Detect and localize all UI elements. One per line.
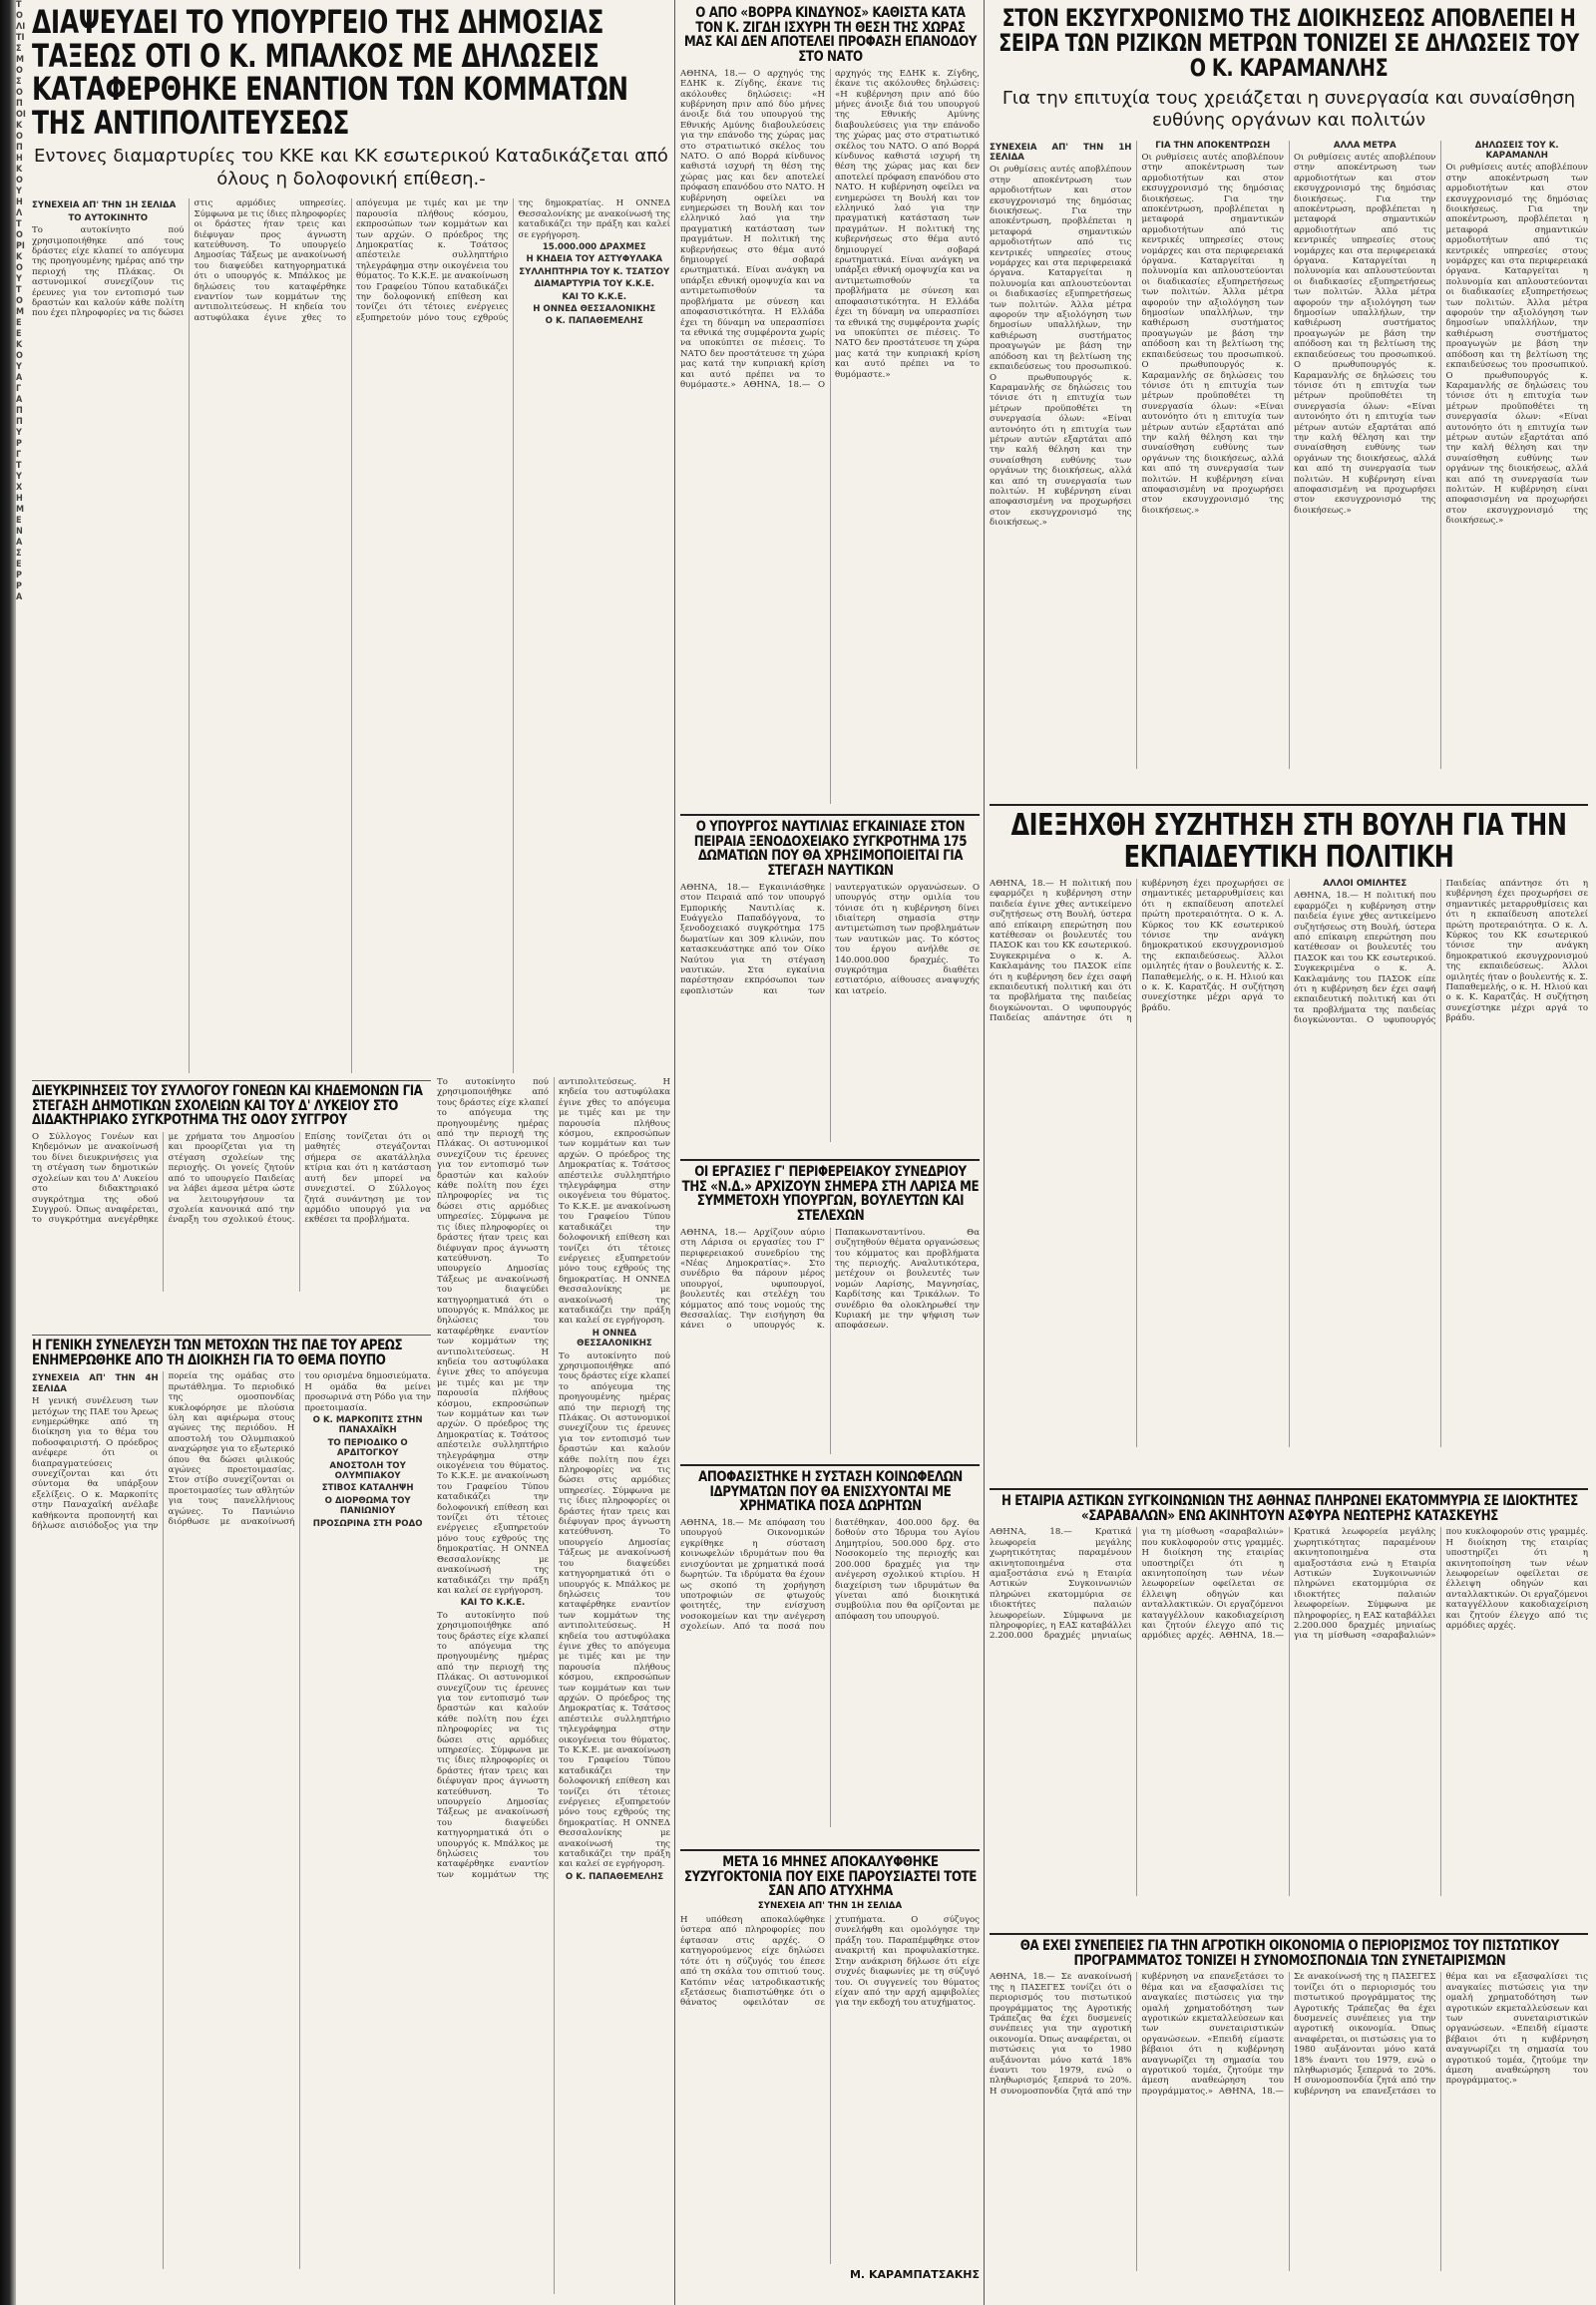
article-idrymata	[680, 1460, 980, 1839]
subhead-tajeos-7: Η ΟΝΝΕΔ ΘΕΣΣΑΛΟΝΙΚΗΣ	[533, 304, 656, 315]
article-vouli	[990, 800, 1588, 1478]
left-clipped-column: ΤΟΛΙΤΙΣΜΟΣ ΟΠΟΙ ΚΟΠΗ ΚΟΥ ΗΛ ΤΟΡΙΚΟΥ ΤΟΜΕ ΕΚΟΥ ΑΓΑΠ ΠΥΡΓ ΤΥΧΗ ΜΕΝΑ ΣΕΡΡΑ	[16, 0, 26, 602]
body-text-tajeos-c: Το αυτοκίνητο πού χρησιμοποιήθηκε από τους δράστες είχε κλαπεί το απόγευμα της προηγουμένης ημέρας από την περιοχή της Πλάκας. Οι αστυνομικοί συνεχίζουν τις έρευνες για τον εντοπισμό των δραστών και καλούν κάθε πολίτη που έχει πληροφορίες να τις δώσει στις αρμόδιες υπηρεσίες. Σύμφωνα με τις ίδιες πληροφορίες οι δράστες ήταν τρεις και διέφυγαν προς άγνωστη κατεύθυνση. Το υπουργείο Δημοσίας Τάξεως με ανακοίνωσή του διαψεύδει κατηγορηματικά ότι ο υπουργός κ. Μπάλκος με δηλώσεις του καταφέρθηκε εναντίον των κομμάτων της αντιπολιτεύσεως. Η κηδεία του αστυφύλακα έγινε χθες το απόγευμα με τιμές και με την παρουσία πλήθους κόσμου, εκπροσώπων των κομμάτων και των αρχών. Ο πρόεδρος της Δημοκρατίας κ. Τσάτσος απέστειλε συλληπτήριο τηλεγράφημα στην οικογένεια του θύματος. Το Κ.Κ.Ε. με ανακοίνωση του Γραφείου Τύπου καταδικάζει την δολοφονική επίθεση και τονίζει ότι τέτοιες ενέργειες εξυπηρετούν μόνο τους εχθρούς της δημοκρατίας. Η ΟΝΝΕΔ Θεσσαλονίκης με ανακοίνωσή της καταδικάζει την πράξη και καλεί σε εγρήγορση.	[437, 1077, 670, 1880]
column-divider-2	[984, 0, 985, 2305]
body-text-vouli: ΑΘΗΝΑ, 18.— Η πολιτική που εφαρμόζει η κυβέρνηση στην παιδεία έγινε χθες αντικείμενο συζητήσεως στη Βουλή, ύστερα από επίκαιρη επερώτηση που κατέθεσαν οι βουλευτές του ΠΑΣΟΚ και του ΚΚ εσωτερικού. Συγκεκριμένα ο κ. Α. Κακλαμάνης του ΠΑΣΟΚ είπε ότι η κυβέρνηση δεν έχει σαφή εκπαιδευτική πολιτική και ότι τα προβλήματα της παιδείας διογκώνονται. Ο υφυπουργός Παιδείας απάντησε ότι η κυβέρνηση έχει προχωρήσει σε σημαντικές μεταρρυθμίσεις και ότι η εκπαίδευση αποτελεί πρώτη προτεραιότητα. Ο κ. Λ. Κύρκος του ΚΚ εσωτερικού τόνισε την ανάγκη δημοκρατικού εκσυγχρονισμού της εκπαιδεύσεως. Άλλοι ομιλητές ήταν ο βουλευτής κ. Σ. Παπαθεμελής, ο κ. Η. Ηλιού και ο κ. Κ. Καρατζάς. Η συζήτηση συνεχίστηκε μέχρι αργά το βράδυ.	[990, 879, 1284, 1024]
body-text-nd: ΑΘΗΝΑ, 18.— Αρχίζουν αύριο στη Λάρισα οι εργασίες του Γ' περιφερειακού συνεδρίου της «Νέας Δημοκρατίας». Στο συνέδριο θα πάρουν μέρος υπουργοί, υφυπουργοί, βουλευτές και στελέχη του κόμματος από τους νομούς της Θεσσαλίας. Την εισήγηση θα κάνει ο υπουργός κ. Παπακωνσταντίνου. Θα συζητηθούν θέματα οργανώσεως του κόμματος και προβλήματα της περιοχής. Αναλυτικότερα, μετέχουν οι βουλευτές των νομών Λαρίσης, Μαγνησίας, Καρδίτσης και Τρικάλων. Το συνέδριο θα ολοκληρωθεί την Κυριακή με την ψήφιση των αποφάσεων.	[680, 1227, 980, 1332]
subhead-karamanlis-0: ΣΥΝΕΧΕΙΑ ΑΠ' ΤΗΝ 1Η ΣΕΛΙΔΑ	[990, 142, 1132, 163]
headline-pae: Η ΓΕΝΙΚΗ ΣΥΝΕΛΕΥΣΗ ΤΩΝ ΜΕΤΟΧΩΝ ΤΗΣ ΠΑΕ ΤΟΥ ΑΡΕΩΣ ΕΝΗΜΕΡΩΘΗΚΕ ΑΠΟ ΤΗ ΔΙΟΙΚΗΣΗ ΓΙΑ ΤΟ ΘΕΜΑ ΠΟΥΠΟ	[32, 1338, 403, 1368]
subhead-pae-1: Ο Κ. ΜΑΡΚΟΠΙΤΣ ΣΤΗΝ ΠΑΝΑΧΑΪΚΗ	[312, 1415, 423, 1436]
subhead-karamanlis-2: ΑΛΛΑ ΜΕΤΡΑ	[1333, 140, 1396, 151]
body-tajeos	[32, 198, 670, 1073]
body-text-sarabalon: ΑΘΗΝΑ, 18.— Κρατικά λεωφορεία μεγάλης χωρητικότητας παραμένουν ακινητοποιημένα στα αμαξοστάσια ενώ η Εταιρία Αστικών Συγκοινωνιών πληρώνει εκατομμύρια σε ιδιοκτήτες παλαιών λεωφορείων. Σύμφωνα με πληροφορίες, η ΕΑΣ καταβάλλει 2.200.000 δραχμές μηνιαίως για τη μίσθωση «σαραβαλιών» που κυκλοφορούν στις γραμμές. Η διοίκηση της εταιρίας υποστηρίζει ότι η ακινητοποίηση των νέων λεωφορείων οφείλεται σε έλλειψη οδηγών και ανταλλακτικών. Οι εργαζόμενοι καταγγέλλουν κακοδιαχείριση και ζητούν έλεγχο από τις αρμόδιες αρχές.	[990, 1527, 1284, 1642]
article-agrotiki	[990, 1929, 1588, 2299]
headline-vorra: Ο ΑΠΟ «ΒΟΡΡΑ ΚΙΝΔΥΝΟΣ» ΚΑΘΙΣΤΑ ΚΑΤΑ ΤΟΝ Κ. ΖΙΓΔΗ ΙΣΧΥΡΗ ΤΗ ΘΕΣΗ ΤΗΣ ΧΩΡΑΣ ΜΑΣ ΚΑΙ ΔΕΝ ΑΠΟΤΕΛΕΙ ΠΡΟΦΑΣΗ ΕΠΑΝΟΔΟΥ ΣΤΟ ΝΑΤΟ	[683, 6, 978, 66]
subhead-syzygoktonia: ΣΥΝΕΧΕΙΑ ΑΠ' ΤΗΝ 1Η ΣΕΛΙΔΑ	[757, 1901, 903, 1912]
subhead-tajeos-4: ΣΥΛΛΗΠΤΗΡΙΑ ΤΟΥ Κ. ΤΣΑΤΣΟΥ	[519, 266, 670, 277]
subhead-pae-6: ΠΡΟΣΩΡΙΝΑ ΣΤΗ ΡΟΔΟ	[312, 1518, 423, 1529]
body-text-karamanlis-3: Οι ρυθμίσεις αυτές αποβλέπουν στην αποκέντρωση των αρμοδιοτήτων και στον εκσυγχρονισμό της δημόσιας διοικήσεως. Για την αποκέντρωση, προβλέπεται η μεταφορά σημαντικών αρμοδιοτήτων από τις κεντρικές υπηρεσίες στους νομάρχες και στα περιφερειακά όργανα. Καταργείται η πολυνομία και απλουστεύονται οι διαδικασίες εξυπηρετήσεως των πολιτών. Άλλα μέτρα αφορούν την αξιολόγηση των δημοσίων υπαλλήλων, την καθιέρωση συστήματος προαγωγών με βάση την απόδοση και τη βελτίωση της εκπαιδεύσεως του προσωπικού. Ο πρωθυπουργός κ. Καραμανλής σε δηλώσεις του τόνισε ότι η επιτυχία των μέτρων προϋποθέτει τη συνεργασία όλων: «Είναι αυτονόητο ότι η επιτυχία των μέτρων αυτών εξαρτάται από την καλή θέληση και την συναίσθηση ευθύνης των οργάνων της διοικήσεως, αλλά και από τη συνεργασία των πολιτών. Η κυβέρνηση είναι αποφασισμένη να προχωρήσει στον εκσυγχρονισμό της διοικήσεως.»	[1294, 152, 1436, 516]
article-tajeos	[32, 6, 670, 1073]
deck-karamanlis: Για την επιτυχία τους χρειάζεται η συνεργασία και συναίσθηση ευθύνης οργάνων και πολιτών	[1001, 87, 1576, 132]
article-nd	[680, 1155, 980, 1454]
body-sarabalon	[990, 1527, 1588, 1896]
body-text-vouli-2: ΑΘΗΝΑ, 18.— Η πολιτική που εφαρμόζει η κυβέρνηση στην παιδεία έγινε χθες αντικείμενο συζητήσεως στη Βουλή, ύστερα από επίκαιρη επερώτηση που κατέθεσαν οι βουλευτές του ΠΑΣΟΚ και του ΚΚ εσωτερικού. Συγκεκριμένα ο κ. Α. Κακλαμάνης του ΠΑΣΟΚ είπε ότι η κυβέρνηση δεν έχει σαφή εκπαιδευτική πολιτική και ότι τα προβλήματα της παιδείας διογκώνονται. Ο υφυπουργός Παιδείας απάντησε ότι η κυβέρνηση έχει προχωρήσει σε σημαντικές μεταρρυθμίσεις και ότι η εκπαίδευση αποτελεί πρώτη προτεραιότητα. Ο κ. Λ. Κύρκος του ΚΚ εσωτερικού τόνισε την ανάγκη δημοκρατικού εκσυγχρονισμού της εκπαιδεύσεως. Άλλοι ομιλητές ήταν ο βουλευτής κ. Σ. Παπαθεμελής, ο κ. Η. Ηλιού και ο κ. Κ. Καρατζάς. Η συζήτηση συνεχίστηκε μέχρι αργά το βράδυ.	[1294, 879, 1588, 1026]
body-nautilias	[680, 883, 980, 1142]
headline-agrotiki: ΘΑ ΕΧΕΙ ΣΥΝΕΠΕΙΕΣ ΓΙΑ ΤΗΝ ΑΓΡΟΤΙΚΗ ΟΙΚΟΝΟΜΙΑ Ο ΠΕΡΙΟΡΙΣΜΟΣ ΤΟΥ ΠΙΣΤΩΤΙΚΟΥ ΠΡΟΓΡΑΜΜΑΤΟΣ ΤΟΝΙΖΕΙ Η ΣΥΝΟΜΟΣΠΟΝΔΙΑ ΤΩΝ ΣΥΝΕΤΑΙΡΙΣΜΩΝ	[1019, 1938, 1559, 1969]
article-tajeos-continued	[437, 1077, 670, 2299]
headline-nd: ΟΙ ΕΡΓΑΣΙΕΣ Γ' ΠΕΡΙΦΕΡΕΙΑΚΟΥ ΣΥΝΕΔΡΙΟΥ ΤΗΣ «Ν.Δ.» ΑΡΧΙΖΟΥΝ ΣΗΜΕΡΑ ΣΤΗ ΛΑΡΙΣΑ ΜΕ ΣΥΜΜΕΤΟΧΗ ΥΠΟΥΡΓΩΝ, ΒΟΥΛΕΥΤΩΝ ΚΑΙ ΣΤΕΛΕΧΩΝ	[681, 1164, 980, 1225]
headline-syzygoktonia: ΜΕΤΑ 16 ΜΗΝΕΣ ΑΠΟΚΑΛΥΦΘΗΚΕ ΣΥΖΥΓΟΚΤΟΝΙΑ ΠΟΥ ΕΙΧΕ ΠΑΡΟΥΣΙΑΣΤΕΙ ΤΟΤΕ ΣΑΝ ΑΠΟ ΑΤΥΧΗΜΑ	[683, 1854, 977, 1900]
subhead-karamanlis-1: ΓΙΑ ΤΗΝ ΑΠΟΚΕΝΤΡΩΣΗ	[1155, 140, 1271, 151]
body-text-nautilias: ΑΘΗΝΑ, 18.— Εγκαινιάσθηκε στον Πειραιά από τον υπουργό Εμπορικής Ναυτιλίας κ. Ευάγγελο Παπαδόγγονα, το ξενοδοχειακό συγκρότημα 175 δωματίων και 309 κλινών, που κατασκευάστηκε από τον Οίκο Ναύτου για τη στέγαση ναυτικών. Στα εγκαίνια παρέστησαν εκπρόσωποι των εφοπλιστών και των ναυτεργατικών οργανώσεων. Ο υπουργός στην ομιλία του τόνισε ότι η κυβέρνηση δίνει ιδιαίτερη σημασία στην αντιμετώπιση των προβλημάτων των ναυτικών μας. Το κόστος του έργου ανήλθε σε 140.000.000 δραχμές. Το συγκρότημα διαθέτει εστιατόριο, αίθουσες αναψυχής και ιατρείο.	[680, 882, 980, 996]
subhead-pae-5: Ο ΔΙΟΡΘΩΜΑ ΤΟΥ ΠΑΝΙΩΝΙΟΥ	[324, 1495, 411, 1517]
body-karamanlis	[990, 141, 1588, 769]
headline-goneon: ΔΙΕΥΚΡΙΝΗΣΕΙΣ ΤΟΥ ΣΥΛΛΟΓΟΥ ΓΟΝΕΩΝ ΚΑΙ ΚΗΔΕΜΟΝΩΝ ΓΙΑ ΣΤΕΓΑΣΗ ΔΗΜΟΤΙΚΩΝ ΣΧΟΛΕΙΩΝ ΚΑΙ ΤΟΥ Δ' ΛΥΚΕΙΟΥ ΣΤΟ ΔΙΔΑΚΤΗΡΙΑΚΟ ΣΥΓΚΡΟΤΗΜΑ ΤΗΣ ΟΔΟΥ ΣΥΓΓΡΟΥ	[32, 1083, 423, 1129]
body-text-idrymata: ΑΘΗΝΑ, 18.— Με απόφαση του υπουργού Οικονομικών εγκρίθηκε η σύσταση κοινωφελών ιδρυμάτων που θα ενισχύονται με χρηματικά ποσά δωρητών. Τα ιδρύματα θα έχουν ως σκοπό τη χορήγηση υποτροφιών σε φτωχούς φοιτητές, την ενίσχυση νοσοκομείων και την ανέγερση σχολείων. Από τα ποσά που διατέθηκαν, 400.000 δρχ. θα δοθούν στο Ίδρυμα του Αγίου Δημητρίου, 500.000 δρχ. στο Νοσοκομείο της περιοχής και 200.000 δραχμές για την ανέγερση σχολικού κτιρίου. Η διαχείριση των ιδρυμάτων θα γίνεται από διοικητικά συμβούλια που θα ορίζονται με απόφαση του υπουργού.	[680, 1518, 980, 1633]
headline-idrymata: ΑΠΟΦΑΣΙΣΤΗΚΕ Η ΣΥΣΤΑΣΗ ΚΟΙΝΩΦΕΛΩΝ ΙΔΡΥΜΑΤΩΝ ΠΟΥ ΘΑ ΕΝΙΣΧΥΟΝΤΑΙ ΜΕ ΧΡΗΜΑΤΙΚΑ ΠΟΣΑ ΔΩΡΗΤΩΝ	[698, 1469, 963, 1515]
body-nd	[680, 1228, 980, 1454]
subhead-tajeos-cont-6: ΚΑΙ ΤΟ Κ.Κ.Ε.	[460, 1598, 526, 1609]
body-text-karamanlis: Οι ρυθμίσεις αυτές αποβλέπουν στην αποκέντρωση των αρμοδιοτήτων και στον εκσυγχρονισμό της δημόσιας διοικήσεως. Για την αποκέντρωση, προβλέπεται η μεταφορά σημαντικών αρμοδιοτήτων από τις κεντρικές υπηρεσίες στους νομάρχες και στα περιφερειακά όργανα. Καταργείται η πολυνομία και απλουστεύονται οι διαδικασίες εξυπηρετήσεως των πολιτών. Άλλα μέτρα αφορούν την αξιολόγηση των δημοσίων υπαλλήλων, την καθιέρωση συστήματος προαγωγών με βάση την απόδοση και τη βελτίωση της εκπαιδεύσεως του προσωπικού. Ο πρωθυπουργός κ. Καραμανλής σε δηλώσεις του τόνισε ότι η επιτυχία των μέτρων προϋποθέτει τη συνεργασία όλων: «Είναι αυτονόητο ότι η επιτυχία των μέτρων αυτών εξαρτάται από την καλή θέληση και την συναίσθηση ευθύνης των οργάνων της διοικήσεως, αλλά και από τη συνεργασία των πολιτών. Η κυβέρνηση είναι αποφασισμένη να προχωρήσει στον εκσυγχρονισμό της διοικήσεως.»	[990, 165, 1132, 529]
headline-tajeos: ΔΙΑΨΕΥΔΕΙ ΤΟ ΥΠΟΥΡΓΕΙΟ ΤΗΣ ΔΗΜΟΣΙΑΣ ΤΑΞΕΩΣ ΟΤΙ Ο Κ. ΜΠΑΛΚΟΣ ΜΕ ΔΗΛΩΣΕΙΣ ΚΑΤΑΦΕΡΘΗΚΕ ΕΝΑΝΤΙΟΝ ΤΩΝ ΚΟΜΜΑΤΩΝ ΤΗΣ ΑΝΤΙΠΟΛΙΤΕΥΣΕΩΣ	[32, 6, 628, 142]
subhead-tajeos-1: ΤΟ ΑΥΤΟΚΙΝΗΤΟ	[68, 212, 149, 223]
body-text-karamanlis-4: Οι ρυθμίσεις αυτές αποβλέπουν στην αποκέντρωση των αρμοδιοτήτων και στον εκσυγχρονισμό της δημόσιας διοικήσεως. Για την αποκέντρωση, προβλέπεται η μεταφορά σημαντικών αρμοδιοτήτων από τις κεντρικές υπηρεσίες στους νομάρχες και στα περιφερειακά όργανα. Καταργείται η πολυνομία και απλουστεύονται οι διαδικασίες εξυπηρετήσεως των πολιτών. Άλλα μέτρα αφορούν την αξιολόγηση των δημοσίων υπαλλήλων, την καθιέρωση συστήματος προαγωγών με βάση την απόδοση και τη βελτίωση της εκπαιδεύσεως του προσωπικού. Ο πρωθυπουργός κ. Καραμανλής σε δηλώσεις του τόνισε ότι η επιτυχία των μέτρων προϋποθέτει τη συνεργασία όλων: «Είναι αυτονόητο ότι η επιτυχία των μέτρων αυτών εξαρτάται από την καλή θέληση και την συναίσθηση ευθύνης των οργάνων της διοικήσεως, αλλά και από τη συνεργασία των πολιτών. Η κυβέρνηση είναι αποφασισμένη να προχωρήσει στον εκσυγχρονισμό της διοικήσεως.»	[1445, 163, 1588, 527]
headline-sarabalon: Η ΕΤΑΙΡΙΑ ΑΣΤΙΚΩΝ ΣΥΓΚΟΙΝΩΝΙΩΝ ΤΗΣ ΑΘΗΝΑΣ ΠΛΗΡΩΝΕΙ ΕΚΑΤΟΜΜΥΡΙΑ ΣΕ ΙΔΙΟΚΤΗΤΕΣ «ΣΑΡΑΒΑΛΩΝ» ΕΝΩ ΑΚΙΝΗΤΟΥΝ ΑΣΦΥΡΑ ΝΕΩΤΕΡΗΣ ΚΑΤΑΣΚΕΥΗΣ	[1000, 1493, 1578, 1524]
byline-syzygoktonia: Μ. ΚΑΡΑΜΠΑΤΣΑΚΗΣ	[849, 2268, 980, 2282]
subhead-vouli-0: ΑΛΛΟΙ ΟΜΙΛΗΤΕΣ	[1323, 879, 1407, 889]
subhead-pae-4: ΣΤΙΒΟΣ ΚΑΤΑΛΗΨΗ	[321, 1483, 414, 1494]
body-text-goneon: Ο Σύλλογος Γονέων και Κηδεμόνων με ανακοίνωσή του δίνει διευκρινήσεις για τη στέγαση των δημοτικών σχολείων και του Δ' Λυκείου στο διδακτηριακό συγκρότημα της οδού Συγγρού. Όπως αναφέρεται, το συγκρότημα ανεγέρθηκε με χρήματα του Δημοσίου και προορίζεται για τη στέγαση σχολείων της περιοχής. Οι γονείς ζητούν από το υπουργείο Παιδείας να λάβει άμεσα μέτρα ώστε να λειτουργήσουν τα σχολεία κανονικά από την έναρξη του σχολικού έτους. Επίσης τονίζεται ότι οι μαθητές στεγάζονται σήμερα σε ακατάλληλα κτίρια και ότι η κατάσταση αυτή δεν μπορεί να συνεχιστεί. Ο Σύλλογος ζητά συνάντηση με τον αρμόδιο υπουργό για να εκθέσει τα προβλήματα.	[32, 1132, 431, 1226]
article-nautilias	[680, 810, 980, 1149]
subhead-pae-2: ΤΟ ΠΕΡΙΟΔΙΚΟ Ο ΑΡΔΙΤΟΓΚΟΥ	[327, 1437, 408, 1459]
body-text-vorra-2: ΑΘΗΝΑ, 18.— Ο αρχηγός της ΕΔΗΚ κ. Ζίγδης, έκανε τις ακόλουθες δηλώσεις: «Η κυβέρνηση πριν από δύο μήνες άνοιξε διά του υπουργού της Εθνικής Αμύνης διαβουλεύσεις για την επάνοδο της χώρας μας στο στρατιωτικό σκέλος του ΝΑΤΟ. Ο από Βορρά κίνδυνος καθιστά ισχυρή τη θέση της χώρας μας και δεν αποτελεί πρόφαση επανόδου στο ΝΑΤΟ. Η κυβέρνηση οφείλει να ενημερώσει τη Βουλή και τον ελληνικό λαό για την πραγματική κατάσταση των πραγμάτων. Η πολιτική της κυβερνήσεως στο θέμα αυτό δημιουργεί σοβαρά ερωτηματικά. Είναι ανάγκη να υπάρξει εθνική ομοψυχία και να αντιμετωπισθούν τα προβλήματα με σύνεση και αποφασιστικότητα. Η Ελλάδα έχει τη δύναμη να υπερασπίσει τα εθνικά της συμφέροντα χωρίς να υποκύπτει σε πιέσεις. Το ΝΑΤΟ δεν προστάτευσε τη χώρα μας κατά την κυπριακή κρίση και αυτό πρέπει να το θυμόμαστε.»	[743, 68, 980, 390]
article-vorra	[680, 6, 980, 804]
column-divider-1	[674, 0, 675, 2305]
headline-vouli: ΔΙΕΞΗΧΘΗ ΣΥΖΗΤΗΣΗ ΣΤΗ ΒΟΥΛΗ ΓΙΑ ΤΗΝ ΕΚΠΑΙΔΕΥΤΙΚΗ ΠΟΛΙΤΙΚΗ	[1010, 808, 1567, 875]
article-pae	[32, 1332, 431, 2299]
body-vouli	[990, 879, 1588, 1447]
body-text-vorra: ΑΘΗΝΑ, 18.— Ο αρχηγός της ΕΔΗΚ κ. Ζίγδης, έκανε τις ακόλουθες δηλώσεις: «Η κυβέρνηση πριν από δύο μήνες άνοιξε διά του υπουργού της Εθνικής Αμύνης διαβουλεύσεις για την επάνοδο της χώρας μας στο στρατιωτικό σκέλος του ΝΑΤΟ. Ο από Βορρά κίνδυνος καθιστά ισχυρή τη θέση της χώρας μας και δεν αποτελεί πρόφαση επανόδου στο ΝΑΤΟ. Η κυβέρνηση οφείλει να ενημερώσει τη Βουλή και τον ελληνικό λαό για την πραγματική κατάσταση των πραγμάτων. Η πολιτική της κυβερνήσεως στο θέμα αυτό δημιουργεί σοβαρά ερωτηματικά. Είναι ανάγκη να υπάρξει εθνική ομοψυχία και να αντιμετωπισθούν τα προβλήματα με σύνεση και αποφασιστικότητα. Η Ελλάδα έχει τη δύναμη να υπερασπίσει τα εθνικά της συμφέροντα χωρίς να υποκύπτει σε πιέσεις. Το ΝΑΤΟ δεν προστάτευσε τη χώρα μας κατά την κυπριακή κρίση και αυτό πρέπει να το θυμόμαστε.»	[680, 68, 825, 390]
body-text-syzygoktonia: Η υπόθεση αποκαλύφθηκε ύστερα από πληροφορίες που έφτασαν στις αρχές. Ο κατηγορούμενος είχε δηλώσει τότε ότι η σύζυγός του έπεσε από τη σκάλα του σπιτιού τους. Κατόπιν νέας ιατροδικαστικής εξετάσεως διαπιστώθηκε ότι ο θάνατος οφειλόταν σε χτυπήματα. Ο σύζυγος συνελήφθη και ομολόγησε την πράξη του. Παραπέμφθηκε στον ανακριτή και προφυλακίστηκε. Στην ανάκριση δήλωσε ότι είχε συχνές διαφωνίες με τη σύζυγό του. Οι συγγενείς του θύματος είχαν από την αρχή αμφιβολίες για την εκδοχή του ατυχήματος.	[680, 1915, 980, 2009]
body-idrymata	[680, 1518, 980, 1827]
body-text-agrotiki-2: ΑΘΗΝΑ, 18.— Σε ανακοίνωσή της η ΠΑΣΕΓΕΣ τονίζει ότι ο περιορισμός του πιστωτικού προγράμματος της Αγροτικής Τράπεζας θα έχει δυσμενείς συνέπειες για την αγροτική οικονομία. Όπως αναφέρεται, οι πιστώσεις για το 1980 αυξάνονται μόνο κατά 18% έναντι του 1979, ενώ ο πληθωρισμός ξεπερνά το 20%. Η συνομοσπονδία ζητά από την κυβέρνηση να επανεξετάσει το θέμα και να εξασφαλίσει τις αναγκαίες πιστώσεις για την ομαλή χρηματοδότηση των αγροτικών εκμεταλλεύσεων και των συνεταιριστικών οργανώσεων. «Επειδή είμαστε βέβαιοι ότι η κυβέρνηση αναγνωρίζει τη σημασία του αγροτικού τομέα, ζητούμε την άμεση αναθεώρηση του προγράμματος.»	[1218, 1972, 1588, 2097]
article-sarabalon	[990, 1484, 1588, 1923]
subhead-tajeos-cont-7: Η ΟΝΝΕΔ ΘΕΣΣΑΛΟΝΙΚΗΣ	[577, 1328, 652, 1349]
body-agrotiki	[990, 1972, 1588, 2271]
body-text-sarabalon-2: ΑΘΗΝΑ, 18.— Κρατικά λεωφορεία μεγάλης χωρητικότητας παραμένουν ακινητοποιημένα στα αμαξοστάσια ενώ η Εταιρία Αστικών Συγκοινωνιών πληρώνει εκατομμύρια σε ιδιοκτήτες παλαιών λεωφορείων. Σύμφωνα με πληροφορίες, η ΕΑΣ καταβάλλει 2.200.000 δραχμές μηνιαίως για τη μίσθωση «σαραβαλιών» που κυκλοφορούν στις γραμμές. Η διοίκηση της εταιρίας υποστηρίζει ότι η ακινητοποίηση των νέων λεωφορείων οφείλεται σε έλλειψη οδηγών και ανταλλακτικών. Οι εργαζόμενοι καταγγέλλουν κακοδιαχείριση και ζητούν έλεγχο από τις αρμόδιες αρχές.	[1219, 1527, 1588, 1642]
subhead-tajeos-0: ΣΥΝΕΧΕΙΑ ΑΠ' ΤΗΝ 1Η ΣΕΛΙΔΑ	[32, 200, 177, 211]
body-text-tajeos-b: Το αυτοκίνητο πού χρησιμοποιήθηκε από τους δράστες είχε κλαπεί το απόγευμα της προηγουμένης ημέρας από την περιοχή της Πλάκας. Οι αστυνομικοί συνεχίζουν τις έρευνες για τον εντοπισμό των δραστών και καλούν κάθε πολίτη που έχει πληροφορίες να τις δώσει στις αρμόδιες υπηρεσίες. Σύμφωνα με τις ίδιες πληροφορίες οι δράστες ήταν τρεις και διέφυγαν προς άγνωστη κατεύθυνση. Το υπουργείο Δημοσίας Τάξεως με ανακοίνωσή του διαψεύδει κατηγορηματικά ότι ο υπουργός κ. Μπάλκος με δηλώσεις του καταφέρθηκε εναντίον των κομμάτων της αντιπολιτεύσεως. Η κηδεία του αστυφύλακα έγινε χθες το απόγευμα με τιμές και με την παρουσία πλήθους κόσμου, εκπροσώπων των κομμάτων και των αρχών. Ο πρόεδρος της Δημοκρατίας κ. Τσάτσος απέστειλε συλληπτήριο τηλεγράφημα στην οικογένεια του θύματος. Το Κ.Κ.Ε. με ανακοίνωση του Γραφείου Τύπου καταδικάζει την δολοφονική επίθεση και τονίζει ότι τέτοιες ενέργειες εξυπηρετούν μόνο τους εχθρούς της δημοκρατίας. Η ΟΝΝΕΔ Θεσσαλονίκης με ανακοίνωσή της καταδικάζει την πράξη και καλεί σε εγρήγορση.	[437, 1077, 549, 1596]
headline-karamanlis: ΣΤΟΝ ΕΚΣΥΓΧΡΟΝΙΣΜΟ ΤΗΣ ΔΙΟΙΚΗΣΕΩΣ ΑΠΟΒΛΕΠΕΙ Η ΣΕΙΡΑ ΤΩΝ ΡΙΖΙΚΩΝ ΜΕΤΡΩΝ ΤΟΝΙΖΕΙ ΣΕ ΔΗΛΩΣΕΙΣ ΤΟΥ Ο Κ. ΚΑΡΑΜΑΝΛΗΣ	[998, 6, 1579, 83]
deck-tajeos: Εντονες διαμαρτυρίες του ΚΚΕ και ΚΚ εσωτερικού Καταδικάζεται από όλους η δολοφονική επίθεση.-	[34, 146, 668, 190]
subhead-tajeos-2: 15.000.000 ΔΡΑΧΜΕΣ	[542, 242, 646, 252]
article-goneon	[32, 1077, 431, 1327]
body-goneon	[32, 1132, 431, 1292]
body-text-pae: Η γενική συνέλευση των μετόχων της ΠΑΕ του Άρεως ενημερώθηκε από τη διοίκηση για το θέμα του ποδοσφαιριστή. Ο πρόεδρος ανέφερε ότι οι διαπραγματεύσεις συνεχίζονται και ότι σύντομα θα υπάρξουν εξελίξεις. Ο κ. Μαρκοπίτς στην Παναχαϊκή ανέλαβε καθήκοντα προπονητή και δήλωσε αισιόδοξος για την πορεία της ομάδας στο πρωτάθλημα. Το περιοδικό της ομοσπονδίας κυκλοφόρησε με πλούσια ύλη και αφιέρωμα στους αγώνες της περιόδου. Η αποστολή του Ολυμπιακού αναχώρησε για το εξωτερικό όπου θα δώσει φιλικούς αγώνες προετοιμασίας. Στον στίβο συνεχίζονται οι προετοιμασίες των αθλητών για τους πανελλήνιους αγώνες. Το Πανιώνιο διόρθωσε με ανακοίνωσή του ορισμένα δημοσιεύματα. Η ομάδα θα μείνει προσωρινά στη Ρόδο για την προετοιμασία.	[32, 1371, 431, 1532]
subhead-pae-0: ΣΥΝΕΧΕΙΑ ΑΠ' ΤΗΝ 4Η ΣΕΛΙΔΑ	[32, 1373, 159, 1394]
subhead-tajeos-3: Η ΚΗΔΕΙΑ ΤΟΥ ΑΣΤΥΦΥΛΑΚΑ	[526, 254, 663, 265]
body-text-agrotiki: ΑΘΗΝΑ, 18.— Σε ανακοίνωσή της η ΠΑΣΕΓΕΣ τονίζει ότι ο περιορισμός του πιστωτικού προγράμματος της Αγροτικής Τράπεζας θα έχει δυσμενείς συνέπειες για την αγροτική οικονομία. Όπως αναφέρεται, οι πιστώσεις για το 1980 αυξάνονται μόνο κατά 18% έναντι του 1979, ενώ ο πληθωρισμός ξεπερνά το 20%. Η συνομοσπονδία ζητά από την κυβέρνηση να επανεξετάσει το θέμα και να εξασφαλίσει τις αναγκαίες πιστώσεις για την ομαλή χρηματοδότηση των αγροτικών εκμεταλλεύσεων και των συνεταιριστικών οργανώσεων. «Επειδή είμαστε βέβαιοι ότι η κυβέρνηση αναγνωρίζει τη σημασία του αγροτικού τομέα, ζητούμε την άμεση αναθεώρηση του προγράμματος.»	[990, 1972, 1284, 2097]
body-text-tajeos-d: Το αυτοκίνητο πού χρησιμοποιήθηκε από τους δράστες είχε κλαπεί το απόγευμα της προηγουμένης ημέρας από την περιοχή της Πλάκας. Οι αστυνομικοί συνεχίζουν τις έρευνες για τον εντοπισμό των δραστών και καλούν κάθε πολίτη που έχει πληροφορίες να τις δώσει στις αρμόδιες υπηρεσίες. Σύμφωνα με τις ίδιες πληροφορίες οι δράστες ήταν τρεις και διέφυγαν προς άγνωστη κατεύθυνση. Το υπουργείο Δημοσίας Τάξεως με ανακοίνωσή του διαψεύδει κατηγορηματικά ότι ο υπουργός κ. Μπάλκος με δηλώσεις του καταφέρθηκε εναντίον των κομμάτων της αντιπολιτεύσεως. Η κηδεία του αστυφύλακα έγινε χθες το απόγευμα με τιμές και με την παρουσία πλήθους κόσμου, εκπροσώπων των κομμάτων και των αρχών. Ο πρόεδρος της Δημοκρατίας κ. Τσάτσος απέστειλε συλληπτήριο τηλεγράφημα στην οικογένεια του θύματος. Το Κ.Κ.Ε. με ανακοίνωση του Γραφείου Τύπου καταδικάζει την δολοφονική επίθεση και τονίζει ότι τέτοιες ενέργειες εξυπηρετούν μόνο τους εχθρούς της δημοκρατίας. Η ΟΝΝΕΔ Θεσσαλονίκης με ανακοίνωσή της καταδικάζει την πράξη και καλεί σε εγρήγορση.	[559, 1350, 670, 1870]
subhead-pae-3: ΑΝΟΣΤΟΛΗ ΤΟΥ ΟΛΥΜΠΙΑΚΟΥ	[329, 1460, 406, 1482]
body-pae	[32, 1371, 431, 2269]
body-syzygoktonia	[680, 1915, 980, 2264]
subhead-karamanlis-3: ΔΗΛΩΣΕΙΣ ΤΟΥ Κ. ΚΑΡΑΜΑΝΛΗ	[1474, 140, 1559, 161]
subhead-tajeos-cont-8: Ο Κ. ΠΑΠΑΘΕΜΕΛΗΣ	[565, 1871, 664, 1882]
headline-nautilias: Ο ΥΠΟΥΡΓΟΣ ΝΑΥΤΙΛΙΑΣ ΕΓΚΑΙΝΙΑΣΕ ΣΤΟΝ ΠΕΙΡΑΙΑ ΞΕΝΟΔΟΧΕΙΑΚΟ ΣΥΓΚΡΟΤΗΜΑ 175 ΔΩΜΑΤΙΩΝ ΠΟΥ ΘΑ ΧΡΗΣΙΜΟΠΟΙΕΙΤΑΙ ΓΙΑ ΣΤΕΓΑΣΗ ΝΑΥΤΙΚΩΝ	[693, 819, 968, 880]
subhead-tajeos-5: ΔΙΑΜΑΡΤΥΡΙΑ ΤΟΥ Κ.Κ.Ε.	[534, 279, 655, 290]
article-karamanlis	[990, 6, 1588, 794]
body-vorra	[680, 69, 980, 804]
article-syzygoktonia	[680, 1845, 980, 2299]
binding-edge	[0, 0, 16, 2305]
body-tajeos-continued	[437, 1077, 670, 2294]
subhead-tajeos-8: Ο Κ. ΠΑΠΑΘΕΜΕΛΗΣ	[545, 316, 643, 327]
body-text-tajeos-a: Το αυτοκίνητο πού χρησιμοποιήθηκε από τους δράστες είχε κλαπεί το απόγευμα της προηγουμένης ημέρας από την περιοχή της Πλάκας. Οι αστυνομικοί συνεχίζουν τις έρευνες για τον εντοπισμό των δραστών και καλούν κάθε πολίτη που έχει πληροφορίες να τις δώσει στις αρμόδιες υπηρεσίες. Σύμφωνα με τις ίδιες πληροφορίες οι δράστες ήταν τρεις και διέφυγαν προς άγνωστη κατεύθυνση. Το υπουργείο Δημοσίας Τάξεως με ανακοίνωσή του διαψεύδει κατηγορηματικά ότι ο υπουργός κ. Μπάλκος με δηλώσεις του καταφέρθηκε εναντίον των κομμάτων της αντιπολιτεύσεως. Η κηδεία του αστυφύλακα έγινε χθες το απόγευμα με τιμές και με την παρουσία πλήθους κόσμου, εκπροσώπων των κομμάτων και των αρχών. Ο πρόεδρος της Δημοκρατίας κ. Τσάτσος απέστειλε συλληπτήριο τηλεγράφημα στην οικογένεια του θύματος. Το Κ.Κ.Ε. με ανακοίνωση του Γραφείου Τύπου καταδικάζει την δολοφονική επίθεση και τονίζει ότι τέτοιες ενέργειες εξυπηρετούν μόνο τους εχθρούς της δημοκρατίας. Η ΟΝΝΕΔ Θεσσαλονίκης με ανακοίνωσή της καταδικάζει την πράξη και καλεί σε εγρήγορση.	[32, 198, 670, 323]
subhead-tajeos-6: ΚΑΙ ΤΟ Κ.Κ.Ε.	[562, 291, 627, 302]
body-text-karamanlis-2: Οι ρυθμίσεις αυτές αποβλέπουν στην αποκέντρωση των αρμοδιοτήτων και στον εκσυγχρονισμό της δημόσιας διοικήσεως. Για την αποκέντρωση, προβλέπεται η μεταφορά σημαντικών αρμοδιοτήτων από τις κεντρικές υπηρεσίες στους νομάρχες και στα περιφερειακά όργανα. Καταργείται η πολυνομία και απλουστεύονται οι διαδικασίες εξυπηρετήσεως των πολιτών. Άλλα μέτρα αφορούν την αξιολόγηση των δημοσίων υπαλλήλων, την καθιέρωση συστήματος προαγωγών με βάση την απόδοση και τη βελτίωση της εκπαιδεύσεως του προσωπικού. Ο πρωθυπουργός κ. Καραμανλής σε δηλώσεις του τόνισε ότι η επιτυχία των μέτρων προϋποθέτει τη συνεργασία όλων: «Είναι αυτονόητο ότι η επιτυχία των μέτρων αυτών εξαρτάται από την καλή θέληση και την συναίσθηση ευθύνης των οργάνων της διοικήσεως, αλλά και από τη συνεργασία των πολιτών. Η κυβέρνηση είναι αποφασισμένη να προχωρήσει στον εκσυγχρονισμό της διοικήσεως.»	[1141, 152, 1284, 516]
